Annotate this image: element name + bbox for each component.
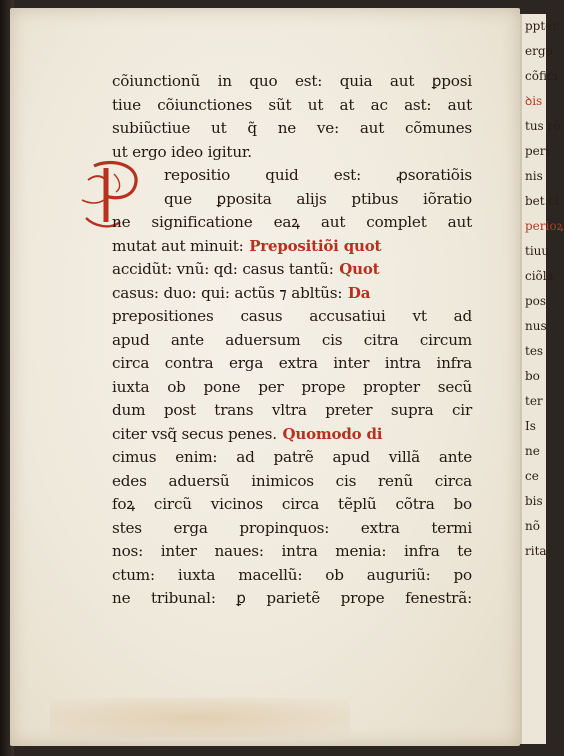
facing-page-fragment: ꝺis xyxy=(525,94,543,108)
facing-page-fragment: ciõla xyxy=(525,269,554,283)
text-column xyxy=(112,70,472,611)
facing-page-fragment: tus rõ xyxy=(525,119,561,133)
rubric: Quot xyxy=(339,260,380,278)
text-line: nos: inter naues: intra menia: infra te xyxy=(112,542,472,560)
text-line: stes erga propinquos: extra termi xyxy=(112,518,472,537)
facing-page-fragment: ce xyxy=(525,469,539,483)
text-line: repositio quid est: ꝓsoratiõis xyxy=(164,166,472,184)
text-line: cõiunctionũ in quo est: quia aut ꝑposi xyxy=(112,72,472,90)
text-line: cimus enim: ad patrẽ apud villã ante xyxy=(112,448,472,466)
rubric: Da xyxy=(347,283,371,302)
facing-page-fragment: ppter xyxy=(525,19,559,33)
facing-page-fragment: nus xyxy=(525,319,547,333)
text-line: ctum: iuxta macellũ: ob auguriũ: po xyxy=(112,565,472,584)
text-line: que ꝑposita alijs ptibus iõratio xyxy=(164,189,472,208)
facing-page-fragment: peri xyxy=(525,144,550,158)
text-line: dum post trans vltra preter supra cir xyxy=(112,401,472,419)
facing-page-fragment: perioꝝ xyxy=(525,219,564,233)
text-line xyxy=(112,423,472,447)
facing-page-edge xyxy=(520,14,564,744)
rubric: Prepositiõi quot xyxy=(249,236,382,255)
text-line: ne tribunal: ꝑ parietẽ prope fenestrã: xyxy=(112,589,472,607)
text-line xyxy=(112,258,472,282)
text-line: tiue cõiunctiones sũt ut at ac ast: aut xyxy=(112,95,472,114)
text-line xyxy=(112,282,472,306)
text-fragment: mutat aut minuit: xyxy=(112,236,244,255)
text-line: subiũctiue ut q̃ ne ve: aut cõmunes xyxy=(112,119,472,137)
text-line: apud ante aduersum cis citra circum xyxy=(112,330,472,349)
facing-page-fragment: cõfici xyxy=(525,69,558,83)
text-line: circa contra erga extra inter intra infra xyxy=(112,354,472,372)
facing-page-fragment: ne xyxy=(525,444,540,458)
facing-page-fragment: bis xyxy=(525,494,543,508)
facing-page-fragment: pos xyxy=(525,294,547,308)
rubric: Quomodo di xyxy=(282,424,383,443)
text-fragment: accidũt: vnũ: qd: casus tantũ: xyxy=(112,260,334,278)
text-fragment: casus: duo: qui: actũs ⁊ abltũs: xyxy=(112,283,343,302)
text-line: ne significatione eaꝝ aut complet aut xyxy=(112,213,472,231)
facing-page-fragment: tes xyxy=(525,344,544,358)
text-line xyxy=(112,235,472,259)
text-fragment: citer vsq̃ secus penes. xyxy=(112,424,277,443)
water-stain xyxy=(50,698,350,738)
facing-page-fragment: tiuu xyxy=(525,244,550,258)
facing-page-fragment: ergo xyxy=(525,44,553,58)
facing-page-fragment: rita xyxy=(525,544,547,558)
text-line: foꝝ circũ vicinos circa tẽplũ cõtra bo xyxy=(112,495,472,513)
facing-page-fragment: nõ xyxy=(525,519,540,533)
facing-page-fragment: nis xyxy=(525,169,543,183)
facing-page-fragment: bo xyxy=(525,369,540,383)
text-line: ut ergo ideo igitur. xyxy=(112,142,252,161)
text-line: iuxta ob pone per prope propter secũ xyxy=(112,377,472,396)
text-line: prepositiones casus accusatiui vt ad xyxy=(112,307,472,325)
facing-page-fragment: Is xyxy=(525,419,536,433)
facing-page-fragment: ter xyxy=(525,394,543,408)
facing-page-fragment: bet.ci xyxy=(525,194,559,208)
text-line: edes aduersũ inimicos cis renũ circa xyxy=(112,471,472,490)
